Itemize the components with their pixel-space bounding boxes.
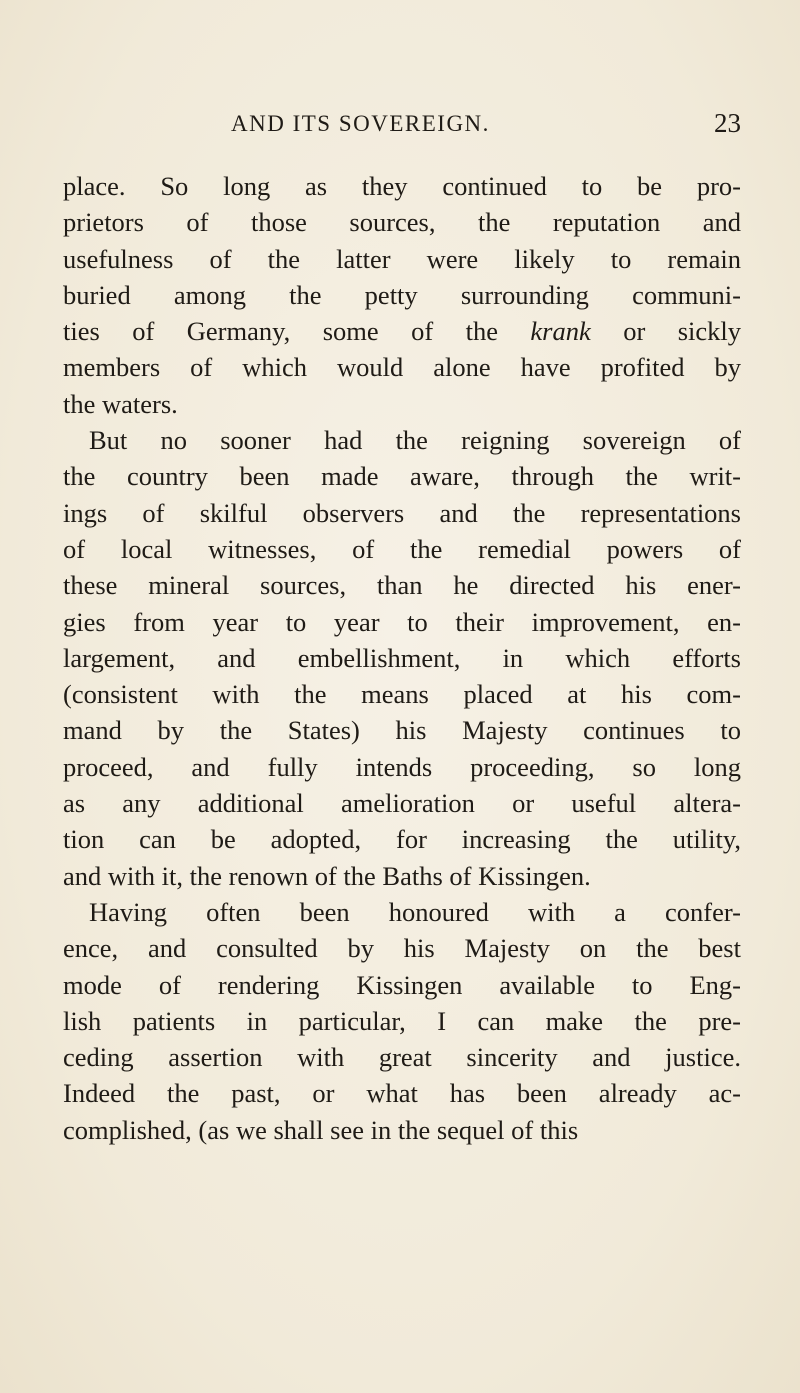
text-line: of local witnesses, of the remedial powers of — [63, 533, 741, 564]
page-number: 23 — [714, 108, 741, 138]
text-line: largement, and embellishment, in which efforts — [63, 642, 741, 673]
text-line: tion can be adopted, for increasing the utility, — [63, 824, 741, 855]
text-line: members of which would alone have profited by — [63, 352, 741, 383]
text-line: as any additional amelioration or useful altera- — [63, 788, 741, 819]
text-line: gies from year to year to their improvement, en- — [63, 606, 741, 637]
text-line: the waters. — [63, 388, 178, 419]
running-head — [0, 108, 800, 145]
text-line: ceding assertion with great sincerity and justice. — [63, 1042, 741, 1073]
text-line: these mineral sources, than he directed his ener- — [63, 570, 741, 601]
text-line: and with it, the renown of the Baths of Kissingen. — [63, 860, 591, 891]
text-line: place. So long as they continued to be pro- — [63, 171, 741, 201]
text-line: usefulness of the latter were likely to remain — [63, 243, 741, 274]
text-line: the country been made aware, through the writ- — [63, 461, 741, 492]
body-text — [63, 168, 741, 1148]
text-line: mode of rendering Kissingen available to Eng- — [63, 969, 741, 1000]
text-line: mand by the States) his Majesty continues to — [63, 715, 741, 746]
italic-word: krank — [530, 316, 591, 347]
running-title: AND ITS SOVEREIGN. — [231, 111, 490, 136]
text-line: prietors of those sources, the reputation and — [63, 207, 741, 238]
text-line: ings of skilful observers and the representations — [63, 497, 741, 528]
text-line: ence, and consulted by his Majesty on the best — [63, 933, 741, 964]
text-line: lish patients in particular, I can make the pre- — [63, 1005, 741, 1036]
paragraph-start-line: But no sooner had the reigning sovereign of — [89, 425, 741, 456]
text-line: proceed, and fully intends proceeding, so long — [63, 751, 741, 782]
text-line: buried among the petty surrounding communi- — [63, 279, 741, 310]
text-line: (consistent with the means placed at his com- — [63, 679, 741, 710]
text-line-with-italic: ties of Germany, some of the krank or sickly — [63, 316, 742, 347]
text-line: complished, (as we shall see in the sequel of this — [63, 1114, 579, 1145]
text-line: Indeed the past, or what has been already ac- — [63, 1078, 741, 1109]
paragraph-start-line: Having often been honoured with a confer- — [89, 896, 741, 927]
